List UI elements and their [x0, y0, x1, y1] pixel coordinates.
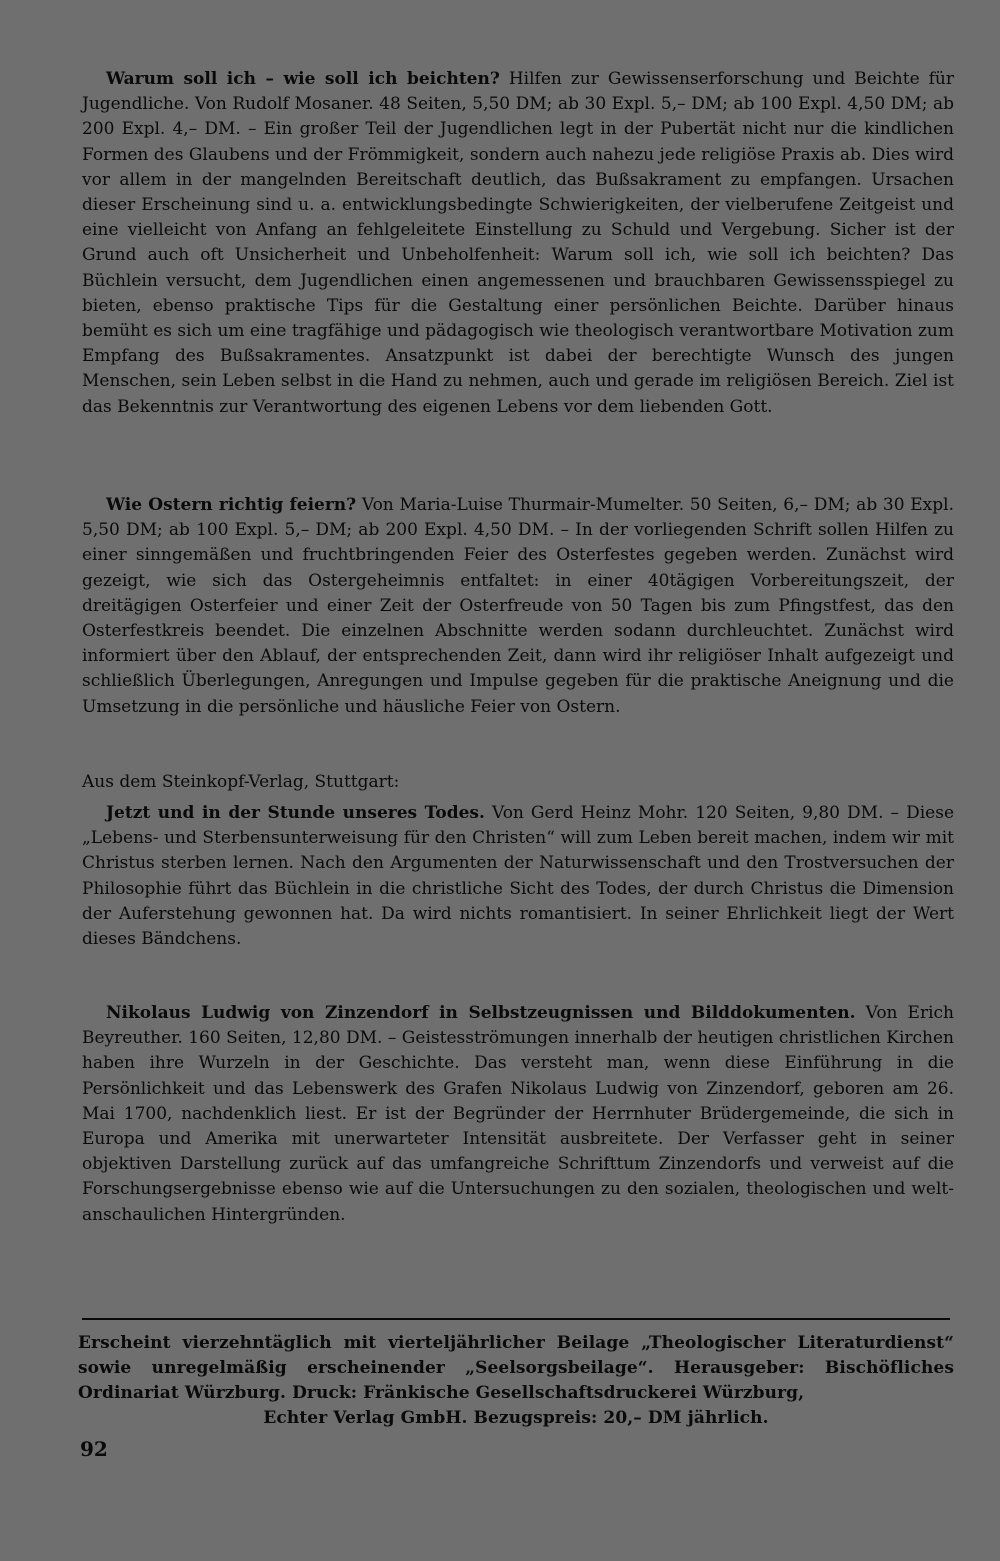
imprint: [78, 1331, 954, 1431]
footer-divider: [82, 1318, 950, 1320]
review-entry-beichten: [82, 67, 954, 420]
entry-text: Von Gerd Heinz Mohr. 120 Seiten, 9,80 DM. – Diese „Lebens- und Sterbensunterweisung für den Christen“ will zum Leben bereit machen, indem wir mit Christus sterben lernen. Nach den Argumenten der Naturwissenschaft und den Trostversuchen der Philosophie führt das Büchlein in die christliche Sicht des Todes, der durch Christus die Dimension der Auferstehung gewonnen hat. Da wird nichts romantisiert. In seiner Ehrlichkeit liegt der Wert dieses Bändchens.: [82, 803, 954, 950]
page-number: 92: [80, 1437, 108, 1461]
publisher-heading-block: [82, 770, 954, 795]
entry-title: Warum soll ich – wie soll ich beichten?: [106, 69, 500, 89]
review-entry-zinzendorf: [82, 1001, 954, 1228]
entry-text: Hilfen zur Gewissenserforschung und Beichte für Jugendliche. Von Rudolf Mosaner. 48 Seiten, 5,50 DM; ab 30 Expl. 5,– DM; ab 100 Expl. 4,50 DM; ab 200 Expl. 4,– DM. – Ein großer Teil der Jugendlichen legt in der Pubertät nicht nur die kindlichen Formen des Glaubens und der Frömmigkeit, sondern auch nahezu jede religiöse Praxis ab. Dies wird vor allem in der mangelnden Bereitschaft deutlich, das Bußsakrament zu empfangen. Ursachen dieser Erscheinung sind u. a. entwicklungsbedingte Schwierigkeiten, der vielberufene Zeitgeist und eine vielleicht von Anfang an fehlgeleitete Einstellung zu Schuld und Vergebung. Sicher ist der Grund auch oft Unsicherheit und Unbeholfenheit: Warum soll ich, wie soll ich beichten? Das Büchlein versucht, dem Jugendlichen einen angemessenen und brauchbaren Gewissensspiegel zu bieten, ebenso praktische Tips für die Gestaltung einer persönlichen Beichte. Darüber hinaus bemüht es sich um eine tragfähige und pädagogisch wie theologisch verantwortbare Motivation zum Empfang des Bußsakramentes. Ansatzpunkt ist dabei der berechtigte Wunsch des jungen Menschen, sein Leben selbst in die Hand zu nehmen, auch und gerade im religiösen Bereich. Ziel ist das Bekenntnis zur Verantwortung des eigenen Lebens vor dem liebenden Gott.: [82, 69, 954, 417]
imprint-last-line: Echter Verlag GmbH. Bezugspreis: 20,– DM jährlich.: [263, 1408, 769, 1428]
entry-text: Von Erich Beyreuther. 160 Seiten, 12,80 DM. – Geistesströmungen innerhalb der heutigen christlichen Kirchen haben ihre Wurzeln in der Geschichte. Das versteht man, wenn diese Einführung in die Persönlichkeit und das Lebenswerk des Grafen Nikolaus Ludwig von Zinzendorf, geboren am 26. Mai 1700, nachdenklich liest. Er ist der Begründer der Herrnhuter Brüdergemeinde, die sich in Europa und Amerika mit unerwarteter Intensität ausbreitete. Der Verfasser geht in seiner objektiven Darstellung zurück auf das umfangreiche Schrifttum Zinzendorfs und verweist auf die Forschungsergebnisse ebenso wie auf die Untersuchungen zu den sozialen, theologischen und weltanschaulichen Hintergründen.: [82, 1003, 955, 1225]
entry-text: Von Maria-Luise Thurmair-Mumelter. 50 Seiten, 6,– DM; ab 30 Expl. 5,50 DM; ab 100 Expl. 5,– DM; ab 200 Expl. 4,50 DM. – In der vorliegenden Schrift sollen Hilfen zu einer sinngemäßen und fruchtbringenden Feier des Osterfestes gegeben werden. Zunächst wird gezeigt, wie sich das Ostergeheimnis entfaltet: in einer 40tägigen Vorbereitungszeit, der dreitägigen Osterfeier und einer Zeit der Osterfreude von 50 Tagen bis zum Pfingstfest, das den Osterfestkreis beendet. Die einzelnen Abschnitte werden sodann durchleuchtet. Zunächst wird informiert über den Ablauf, der entsprechenden Zeit, dann wird ihr religiöser Inhalt aufgezeigt und schließlich Überlegungen, Anregungen und Impulse gegeben für die praktische Aneignung und die Umsetzung in die persönliche und häusliche Feier von Ostern.: [82, 495, 954, 717]
entry-title: Wie Ostern richtig feiern?: [106, 495, 357, 515]
entry-title: Jetzt und in der Stunde unseres Todes.: [106, 803, 485, 823]
imprint-text: Erscheint vierzehntäglich mit vierteljährlicher Beilage „Theologischer Literaturdienst“ sowie unregelmäßig erscheinender „Seelsorgsbeilage“. Herausgeber: Bischöfliches Ordinariat Würzburg. Druck: Fränkische Gesellschaftsdruckerei Würzburg,: [78, 1333, 954, 1403]
review-entry-ostern: [82, 493, 954, 720]
publisher-heading: Aus dem Steinkopf-Verlag, Stuttgart:: [82, 772, 400, 792]
entry-title: Nikolaus Ludwig von Zinzendorf in Selbstzeugnissen und Bilddokumenten.: [106, 1003, 856, 1023]
review-entry-todes: [82, 801, 954, 952]
